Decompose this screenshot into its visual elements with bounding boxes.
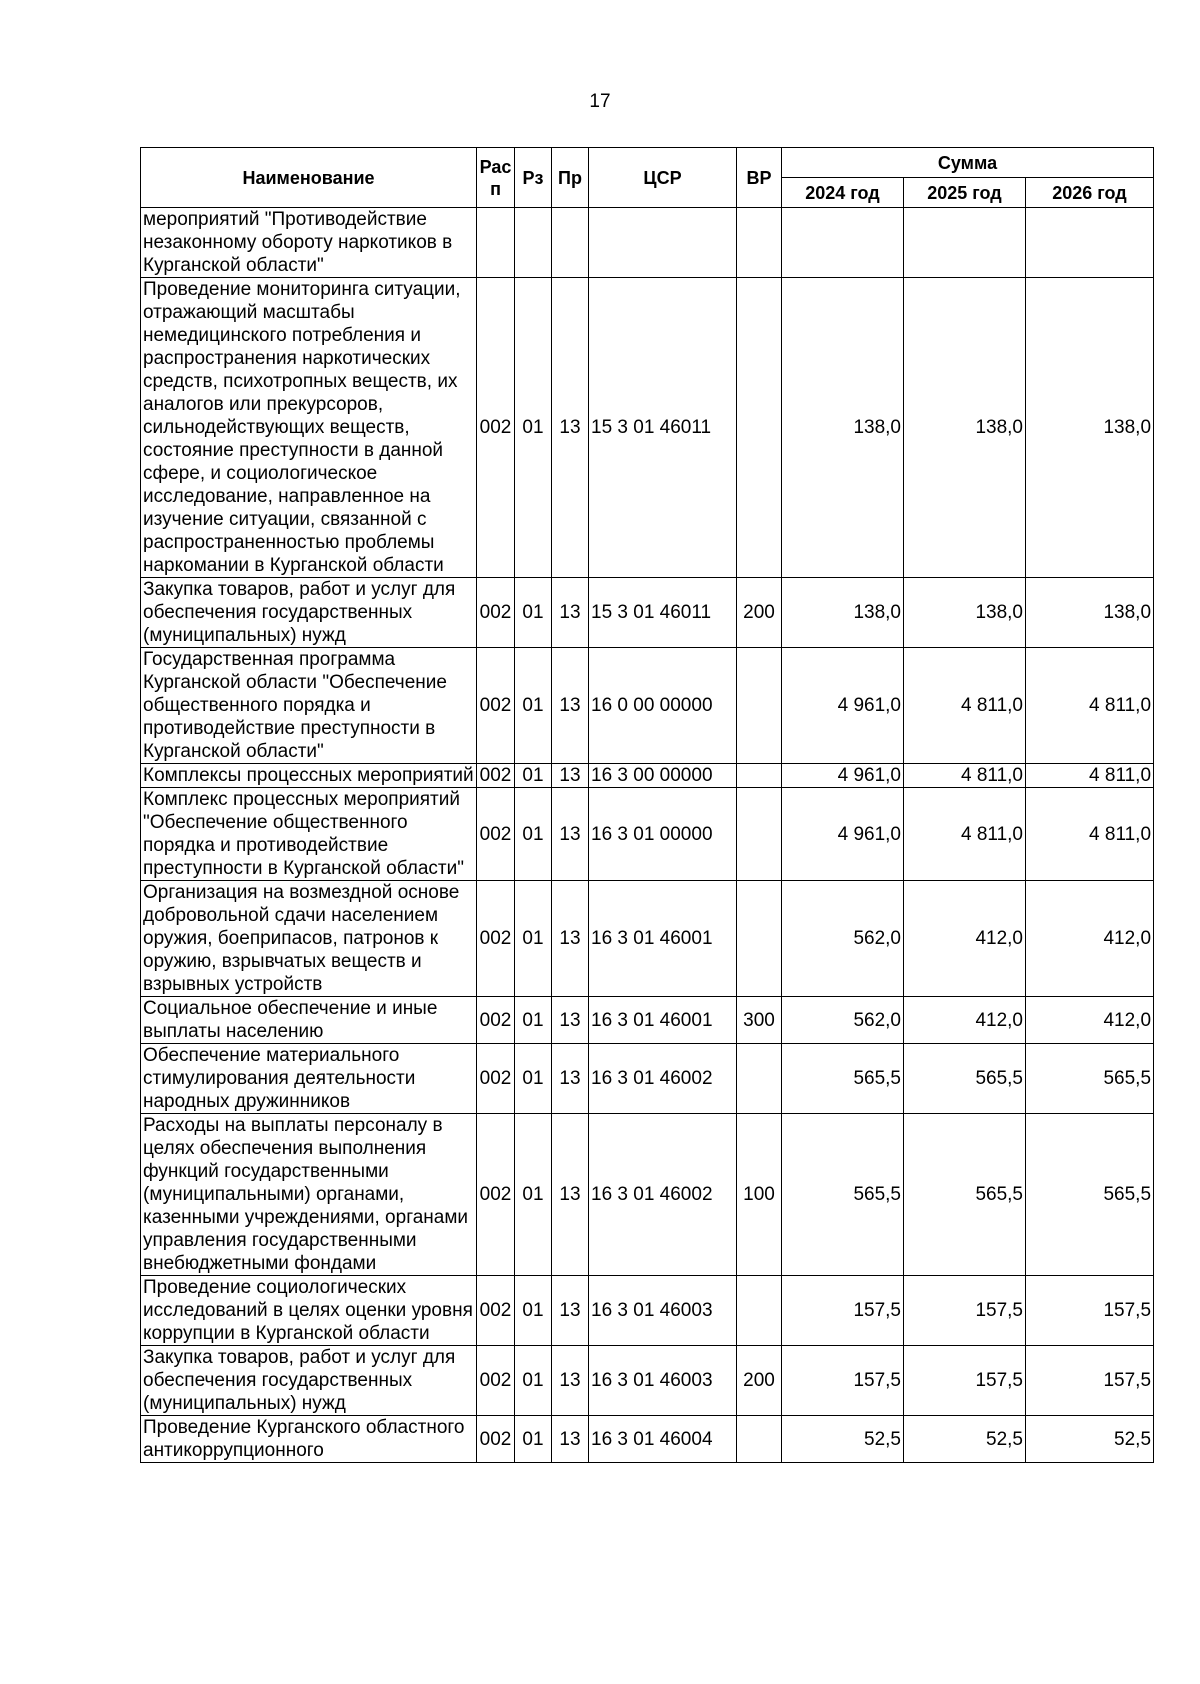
cell-2024: 565,5 [782, 1114, 904, 1276]
cell-csr: 16 3 01 46001 [589, 881, 737, 997]
cell-pr: 13 [552, 278, 589, 578]
cell-vr [737, 788, 782, 881]
table-row [141, 278, 1154, 578]
cell-vr: 200 [737, 1346, 782, 1416]
table-row [141, 1276, 1154, 1346]
cell-2026: 412,0 [1026, 997, 1154, 1044]
cell-rasp: 002 [477, 1346, 515, 1416]
cell-vr [737, 1276, 782, 1346]
header-2026: 2026 год [1026, 178, 1154, 208]
cell-2025: 565,5 [904, 1114, 1026, 1276]
table-body [141, 208, 1154, 1463]
cell-rasp: 002 [477, 1416, 515, 1463]
cell-2026: 157,5 [1026, 1276, 1154, 1346]
header-sum: Сумма [782, 148, 1154, 178]
cell-2024: 562,0 [782, 881, 904, 997]
cell-2026: 4 811,0 [1026, 788, 1154, 881]
cell-pr: 13 [552, 788, 589, 881]
cell-2025: 4 811,0 [904, 788, 1026, 881]
cell-rz: 01 [515, 881, 552, 997]
cell-csr: 16 3 01 46001 [589, 997, 737, 1044]
cell-rasp: 002 [477, 278, 515, 578]
cell-2025: 157,5 [904, 1276, 1026, 1346]
page-number: 17 [589, 91, 611, 112]
cell-csr: 16 3 01 46004 [589, 1416, 737, 1463]
header-rasp: Рас п [477, 148, 515, 208]
cell-name: Проведение социологических исследований в целях оценки уровня коррупции в Курганской области [141, 1276, 477, 1346]
cell-2025: 565,5 [904, 1044, 1026, 1114]
header-2024: 2024 год [782, 178, 904, 208]
cell-2026: 565,5 [1026, 1044, 1154, 1114]
table-row [141, 1114, 1154, 1276]
cell-rz [515, 208, 552, 278]
cell-csr: 16 3 01 46002 [589, 1114, 737, 1276]
cell-name: Организация на возмездной основе добровольной сдачи населением оружия, боеприпасов, патронов к оружию, взрывчатых веществ и взрывных устройств [141, 881, 477, 997]
cell-pr: 13 [552, 997, 589, 1044]
cell-2024: 138,0 [782, 278, 904, 578]
cell-csr: 16 3 01 46002 [589, 1044, 737, 1114]
cell-pr: 13 [552, 764, 589, 788]
cell-2025: 157,5 [904, 1346, 1026, 1416]
table-row [141, 1044, 1154, 1114]
table-row [141, 578, 1154, 648]
table-row [141, 208, 1154, 278]
table-row [141, 764, 1154, 788]
cell-csr: 16 3 01 46003 [589, 1346, 737, 1416]
cell-pr: 13 [552, 1416, 589, 1463]
cell-2025: 138,0 [904, 578, 1026, 648]
table-row [141, 881, 1154, 997]
table-row [141, 997, 1154, 1044]
cell-2024: 565,5 [782, 1044, 904, 1114]
cell-2025: 412,0 [904, 997, 1026, 1044]
header-csr: ЦСР [589, 148, 737, 208]
cell-name: Расходы на выплаты персоналу в целях обеспечения выполнения функций государственными (муниципальными) органами, казенными учреждениями, органами управления государственными внебюджетными фондами [141, 1114, 477, 1276]
cell-rasp [477, 208, 515, 278]
cell-vr [737, 764, 782, 788]
cell-name: Комплексы процессных мероприятий [141, 764, 477, 788]
cell-name: Закупка товаров, работ и услуг для обеспечения государственных (муниципальных) нужд [141, 578, 477, 648]
cell-rz: 01 [515, 1276, 552, 1346]
header-vr: ВР [737, 148, 782, 208]
cell-rz: 01 [515, 764, 552, 788]
cell-pr: 13 [552, 1114, 589, 1276]
cell-2026: 138,0 [1026, 578, 1154, 648]
cell-csr: 15 3 01 46011 [589, 578, 737, 648]
cell-2026: 4 811,0 [1026, 648, 1154, 764]
cell-pr: 13 [552, 881, 589, 997]
cell-2024: 4 961,0 [782, 648, 904, 764]
cell-vr: 300 [737, 997, 782, 1044]
table-row [141, 1416, 1154, 1463]
cell-rasp: 002 [477, 788, 515, 881]
cell-vr [737, 1416, 782, 1463]
cell-2025: 4 811,0 [904, 648, 1026, 764]
cell-name: Проведение Курганского областного антикоррупционного [141, 1416, 477, 1463]
cell-name: Комплекс процессных мероприятий "Обеспечение общественного порядка и противодействие преступности в Курганской области" [141, 788, 477, 881]
header-rz: Рз [515, 148, 552, 208]
cell-pr: 13 [552, 1346, 589, 1416]
cell-csr: 16 3 01 46003 [589, 1276, 737, 1346]
cell-2024: 4 961,0 [782, 764, 904, 788]
cell-2025: 52,5 [904, 1416, 1026, 1463]
table-row [141, 648, 1154, 764]
cell-csr: 16 3 01 00000 [589, 788, 737, 881]
cell-2024 [782, 208, 904, 278]
cell-csr: 15 3 01 46011 [589, 278, 737, 578]
cell-name: Социальное обеспечение и иные выплаты населению [141, 997, 477, 1044]
cell-2026: 52,5 [1026, 1416, 1154, 1463]
header-name: Наименование [141, 148, 477, 208]
cell-2025 [904, 208, 1026, 278]
cell-2025: 4 811,0 [904, 764, 1026, 788]
table-row [141, 788, 1154, 881]
cell-vr [737, 648, 782, 764]
cell-name: Обеспечение материального стимулирования деятельности народных дружинников [141, 1044, 477, 1114]
cell-rz: 01 [515, 788, 552, 881]
cell-rz: 01 [515, 578, 552, 648]
cell-2026 [1026, 208, 1154, 278]
cell-pr: 13 [552, 578, 589, 648]
cell-rasp: 002 [477, 764, 515, 788]
cell-2024: 52,5 [782, 1416, 904, 1463]
cell-csr: 16 0 00 00000 [589, 648, 737, 764]
cell-2025: 138,0 [904, 278, 1026, 578]
cell-2026: 4 811,0 [1026, 764, 1154, 788]
cell-pr: 13 [552, 1276, 589, 1346]
cell-2024: 4 961,0 [782, 788, 904, 881]
cell-rz: 01 [515, 1346, 552, 1416]
cell-pr [552, 208, 589, 278]
cell-2026: 412,0 [1026, 881, 1154, 997]
cell-rz: 01 [515, 648, 552, 764]
cell-vr [737, 881, 782, 997]
cell-rz: 01 [515, 1044, 552, 1114]
cell-rz: 01 [515, 997, 552, 1044]
cell-rasp: 002 [477, 1276, 515, 1346]
cell-vr: 200 [737, 578, 782, 648]
cell-name: Закупка товаров, работ и услуг для обеспечения государственных (муниципальных) нужд [141, 1346, 477, 1416]
cell-rasp: 002 [477, 1114, 515, 1276]
cell-csr: 16 3 00 00000 [589, 764, 737, 788]
cell-vr [737, 278, 782, 578]
cell-2025: 412,0 [904, 881, 1026, 997]
cell-rasp: 002 [477, 648, 515, 764]
cell-pr: 13 [552, 1044, 589, 1114]
cell-csr [589, 208, 737, 278]
cell-2024: 562,0 [782, 997, 904, 1044]
cell-rz: 01 [515, 1114, 552, 1276]
table-row [141, 1346, 1154, 1416]
budget-table [140, 147, 1154, 1463]
cell-2026: 138,0 [1026, 278, 1154, 578]
cell-2026: 157,5 [1026, 1346, 1154, 1416]
cell-rasp: 002 [477, 881, 515, 997]
cell-vr [737, 1044, 782, 1114]
cell-2026: 565,5 [1026, 1114, 1154, 1276]
cell-name: мероприятий "Противодействие незаконному обороту наркотиков в Курганской области" [141, 208, 477, 278]
cell-rasp: 002 [477, 578, 515, 648]
cell-vr: 100 [737, 1114, 782, 1276]
cell-rasp: 002 [477, 997, 515, 1044]
cell-rasp: 002 [477, 1044, 515, 1114]
cell-rz: 01 [515, 278, 552, 578]
cell-rz: 01 [515, 1416, 552, 1463]
cell-pr: 13 [552, 648, 589, 764]
cell-vr [737, 208, 782, 278]
header-pr: Пр [552, 148, 589, 208]
cell-2024: 157,5 [782, 1276, 904, 1346]
cell-2024: 157,5 [782, 1346, 904, 1416]
cell-name: Проведение мониторинга ситуации, отражающий масштабы немедицинского потребления и распространения наркотических средств, психотропных веществ, их аналогов или прекурсоров, сильнодействующих веществ, состояние преступности в данной сфере, и социологическое исследование, направленное на изучение ситуации, связанной с распространенностью проблемы наркомании в Курганской области [141, 278, 477, 578]
header-2025: 2025 год [904, 178, 1026, 208]
cell-2024: 138,0 [782, 578, 904, 648]
cell-name: Государственная программа Курганской области "Обеспечение общественного порядка и противодействие преступности в Курганской области" [141, 648, 477, 764]
